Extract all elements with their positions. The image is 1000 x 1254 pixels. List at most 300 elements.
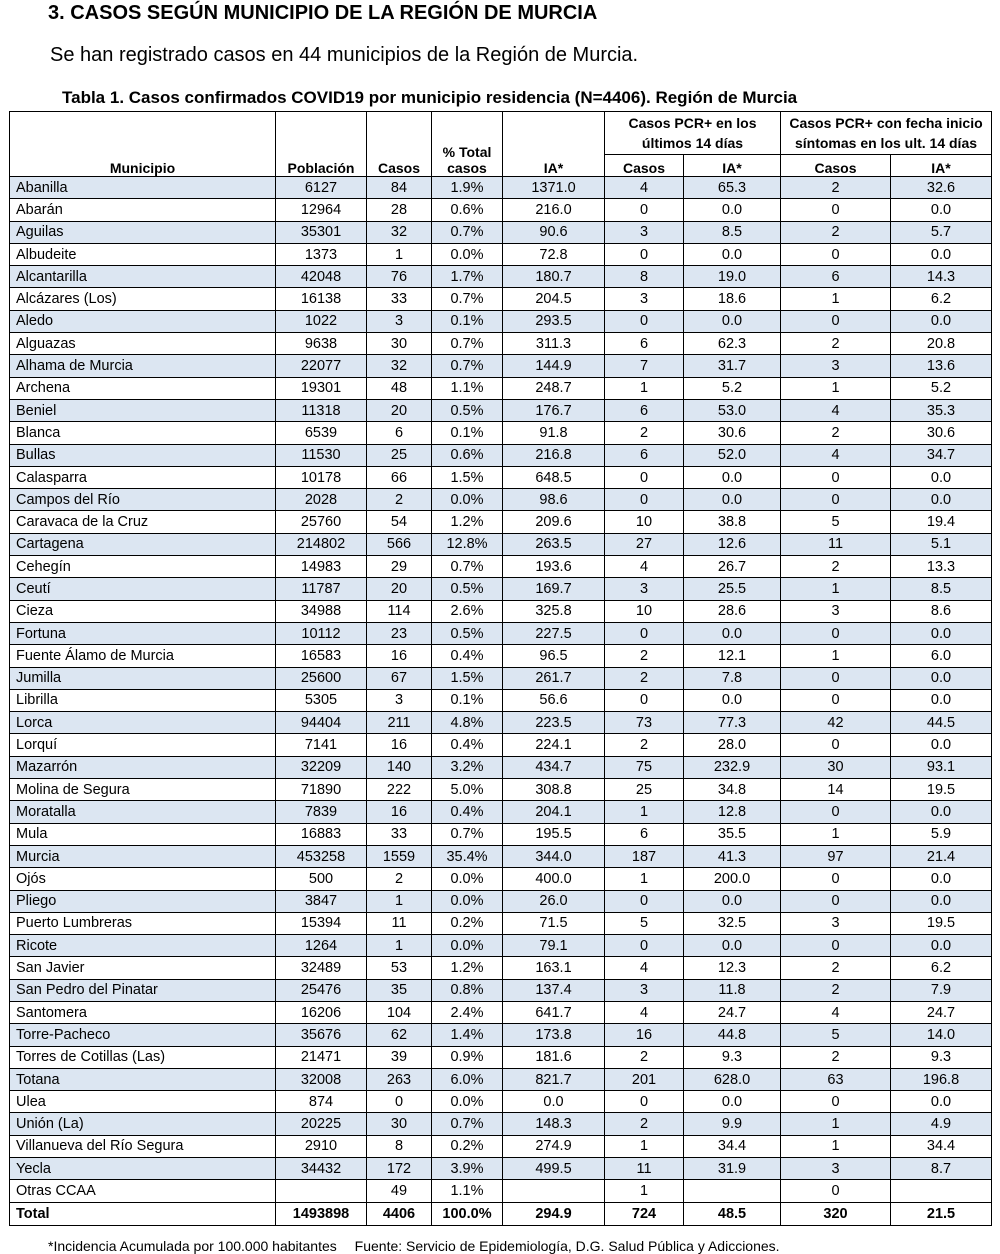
table-cell: 8.5 — [684, 221, 781, 243]
table-cell: 5 — [781, 511, 891, 533]
table-cell: 1 — [605, 1180, 684, 1202]
table-cell: 2 — [781, 556, 891, 578]
col-header-pct-total-line1: % Total — [442, 144, 492, 160]
table-cell: 0 — [605, 243, 684, 265]
table-cell: 76 — [367, 266, 432, 288]
table-cell: 5.0% — [432, 779, 503, 801]
table-cell: 0.7% — [432, 333, 503, 355]
table-cell: 0.0 — [891, 466, 992, 488]
table-row — [10, 890, 992, 912]
table-cell: 3 — [367, 689, 432, 711]
table-cell: 11530 — [276, 444, 367, 466]
table-cell: 5.9 — [891, 823, 992, 845]
table-cell: 11787 — [276, 578, 367, 600]
municipio-cell: Otras CCAA — [10, 1180, 276, 1202]
table-row — [10, 779, 992, 801]
table-cell: 0.6% — [432, 199, 503, 221]
table-cell: 38.8 — [684, 511, 781, 533]
table-cell: 311.3 — [503, 333, 605, 355]
table-cell: 2 — [781, 221, 891, 243]
table-caption: Tabla 1. Casos confirmados COVID19 por municipio residencia (N=4406). Región de Murcia — [62, 88, 798, 107]
table-cell: 0 — [781, 489, 891, 511]
table-cell: 90.6 — [503, 221, 605, 243]
table-cell: 32 — [367, 221, 432, 243]
table-cell: 1 — [367, 890, 432, 912]
table-cell: 7.9 — [891, 979, 992, 1001]
table-cell: 11 — [605, 1158, 684, 1180]
table-row — [10, 935, 992, 957]
table-cell: 169.7 — [503, 578, 605, 600]
table-cell: 3 — [781, 1158, 891, 1180]
table-cell: 13.3 — [891, 556, 992, 578]
table-cell: 25476 — [276, 979, 367, 1001]
table-cell: 0.0 — [891, 890, 992, 912]
table-cell: 274.9 — [503, 1135, 605, 1157]
table-row — [10, 957, 992, 979]
table-cell: 0.0 — [503, 1091, 605, 1113]
table-cell: 34988 — [276, 600, 367, 622]
municipio-cell: Aledo — [10, 310, 276, 332]
table-cell: 19.0 — [684, 266, 781, 288]
table-cell: 196.8 — [891, 1068, 992, 1090]
municipio-cell: Alcázares (Los) — [10, 288, 276, 310]
table-cell: 2.4% — [432, 1001, 503, 1023]
table-cell: 0.0 — [684, 689, 781, 711]
table-cell: 28.0 — [684, 734, 781, 756]
table-cell: 0.0 — [684, 489, 781, 511]
table-row — [10, 578, 992, 600]
group-header-pcr-symptoms-line2: síntomas en los ult. 14 días — [794, 135, 978, 151]
col-header-poblacion: Población — [276, 112, 367, 177]
table-cell: 16206 — [276, 1001, 367, 1023]
table-cell: 10 — [605, 511, 684, 533]
table-row — [10, 355, 992, 377]
table-cell: 16 — [367, 645, 432, 667]
municipio-cell: Moratalla — [10, 801, 276, 823]
col-header-municipio: Municipio — [10, 112, 276, 177]
table-cell: 3.2% — [432, 756, 503, 778]
table-cell: 6539 — [276, 422, 367, 444]
municipio-cell: Alcantarilla — [10, 266, 276, 288]
table-cell: 1.9% — [432, 177, 503, 199]
table-cell: 73 — [605, 712, 684, 734]
table-cell: 7839 — [276, 801, 367, 823]
table-cell: 12.1 — [684, 645, 781, 667]
table-cell: 181.6 — [503, 1046, 605, 1068]
table-cell: 8 — [367, 1135, 432, 1157]
table-cell: 140 — [367, 756, 432, 778]
table-cell: 4 — [605, 556, 684, 578]
table-cell: 25.5 — [684, 578, 781, 600]
table-cell: 5305 — [276, 689, 367, 711]
table-cell: 49 — [367, 1180, 432, 1202]
table-cell: 0.0 — [684, 310, 781, 332]
table-cell: 31.9 — [684, 1158, 781, 1180]
table-cell: 28 — [367, 199, 432, 221]
municipio-cell: Alguazas — [10, 333, 276, 355]
table-row — [10, 1001, 992, 1023]
table-cell: 28.6 — [684, 600, 781, 622]
table-cell: 216.8 — [503, 444, 605, 466]
table-cell: 0 — [605, 622, 684, 644]
table-cell: 20 — [367, 399, 432, 421]
table-cell: 6 — [605, 823, 684, 845]
table-cell: 0.0% — [432, 890, 503, 912]
table-cell: 48 — [367, 377, 432, 399]
table-cell: 0 — [781, 935, 891, 957]
table-cell: 20.8 — [891, 333, 992, 355]
table-cell: 77.3 — [684, 712, 781, 734]
table-cell: 209.6 — [503, 511, 605, 533]
table-row — [10, 399, 992, 421]
table-cell: 0 — [605, 935, 684, 957]
municipio-cell: Bullas — [10, 444, 276, 466]
table-row — [10, 243, 992, 265]
table-cell: 0 — [367, 1091, 432, 1113]
table-cell: 2910 — [276, 1135, 367, 1157]
table-cell: 3 — [781, 355, 891, 377]
table-cell: 2 — [781, 422, 891, 444]
table-cell: 3 — [781, 912, 891, 934]
table-cell: 19.5 — [891, 779, 992, 801]
total-cell: 320 — [781, 1202, 891, 1225]
table-cell: 148.3 — [503, 1113, 605, 1135]
table-cell: 26.7 — [684, 556, 781, 578]
table-cell: 1 — [367, 243, 432, 265]
table-cell: 1 — [781, 645, 891, 667]
total-row — [10, 1202, 992, 1225]
municipio-cell: Albudeite — [10, 243, 276, 265]
municipio-cell: Yecla — [10, 1158, 276, 1180]
subheader-ia-14d: IA* — [684, 155, 781, 177]
total-cell: 1493898 — [276, 1202, 367, 1225]
table-cell: 97 — [781, 845, 891, 867]
table-cell: 0.7% — [432, 221, 503, 243]
table-cell: 32.5 — [684, 912, 781, 934]
table-cell: 1 — [781, 823, 891, 845]
municipio-cell: Torres de Cotillas (Las) — [10, 1046, 276, 1068]
table-cell: 0.0 — [684, 199, 781, 221]
table-cell: 1.4% — [432, 1024, 503, 1046]
table-cell: 224.1 — [503, 734, 605, 756]
table-cell: 35.3 — [891, 399, 992, 421]
table-cell: 2 — [781, 177, 891, 199]
table-cell: 62.3 — [684, 333, 781, 355]
table-cell: 16583 — [276, 645, 367, 667]
table-cell: 12.8% — [432, 533, 503, 555]
table-cell: 53.0 — [684, 399, 781, 421]
table-row — [10, 310, 992, 332]
table-cell: 79.1 — [503, 935, 605, 957]
table-cell: 32209 — [276, 756, 367, 778]
municipio-cell: Ojós — [10, 868, 276, 890]
total-cell: 100.0% — [432, 1202, 503, 1225]
municipio-cell: Mazarrón — [10, 756, 276, 778]
table-cell: 1371.0 — [503, 177, 605, 199]
table-row — [10, 912, 992, 934]
table-cell: 4 — [781, 444, 891, 466]
table-cell: 0 — [781, 243, 891, 265]
table-row — [10, 823, 992, 845]
table-cell: 1.2% — [432, 957, 503, 979]
table-row — [10, 756, 992, 778]
intro-text: Se han registrado casos en 44 municipios de la Región de Murcia. — [50, 44, 639, 66]
table-cell: 0.7% — [432, 288, 503, 310]
table-cell: 0.7% — [432, 355, 503, 377]
table-cell: 0.0 — [684, 1091, 781, 1113]
table-cell: 104 — [367, 1001, 432, 1023]
municipio-cell: Fuente Álamo de Murcia — [10, 645, 276, 667]
table-cell: 222 — [367, 779, 432, 801]
table-cell: 1559 — [367, 845, 432, 867]
table-cell: 214802 — [276, 533, 367, 555]
table-cell: 56.6 — [503, 689, 605, 711]
table-cell: 2 — [781, 957, 891, 979]
table-cell: 7 — [605, 355, 684, 377]
table-cell: 0.0 — [891, 801, 992, 823]
table-cell: 172 — [367, 1158, 432, 1180]
table-cell: 21471 — [276, 1046, 367, 1068]
table-cell: 30 — [781, 756, 891, 778]
table-cell: 42048 — [276, 266, 367, 288]
table-cell: 42 — [781, 712, 891, 734]
table-cell: 34.4 — [891, 1135, 992, 1157]
table-cell: 2 — [605, 1046, 684, 1068]
table-cell: 5 — [781, 1024, 891, 1046]
table-cell: 201 — [605, 1068, 684, 1090]
table-cell: 874 — [276, 1091, 367, 1113]
table-cell: 0.0 — [891, 667, 992, 689]
table-cell: 0.5% — [432, 578, 503, 600]
table-row — [10, 868, 992, 890]
table-cell: 31.7 — [684, 355, 781, 377]
table-cell: 32.6 — [891, 177, 992, 199]
table-row — [10, 511, 992, 533]
table-cell: 14983 — [276, 556, 367, 578]
table-cell: 200.0 — [684, 868, 781, 890]
table-cell: 163.1 — [503, 957, 605, 979]
table-cell: 52.0 — [684, 444, 781, 466]
table-cell: 93.1 — [891, 756, 992, 778]
municipio-cell: San Pedro del Pinatar — [10, 979, 276, 1001]
table-cell: 22077 — [276, 355, 367, 377]
municipio-cell: Puerto Lumbreras — [10, 912, 276, 934]
table-cell: 0.4% — [432, 734, 503, 756]
table-cell: 0 — [781, 466, 891, 488]
table-row — [10, 422, 992, 444]
total-cell: 21.5 — [891, 1202, 992, 1225]
group-header-pcr-14d-line1: Casos PCR+ en los — [628, 115, 757, 131]
table-cell: 0.0 — [891, 935, 992, 957]
table-cell: 44.5 — [891, 712, 992, 734]
group-header-pcr-14d — [605, 112, 781, 155]
table-cell: 6 — [605, 399, 684, 421]
table-cell: 0.6% — [432, 444, 503, 466]
table-cell: 4 — [605, 177, 684, 199]
cases-table — [9, 111, 992, 1226]
table-cell: 0 — [781, 199, 891, 221]
table-cell: 3 — [605, 221, 684, 243]
subheader-casos-symptoms: Casos — [781, 155, 891, 177]
table-cell: 16138 — [276, 288, 367, 310]
municipio-cell: Cehegín — [10, 556, 276, 578]
table-cell — [684, 1180, 781, 1202]
total-cell: 724 — [605, 1202, 684, 1225]
table-cell: 16 — [367, 801, 432, 823]
table-cell: 500 — [276, 868, 367, 890]
table-cell: 2 — [605, 667, 684, 689]
municipio-cell: Ceutí — [10, 578, 276, 600]
table-cell: 2 — [781, 333, 891, 355]
table-cell: 41.3 — [684, 845, 781, 867]
table-cell: 3.9% — [432, 1158, 503, 1180]
table-cell: 11 — [781, 533, 891, 555]
table-cell: 14.3 — [891, 266, 992, 288]
table-cell: 16883 — [276, 823, 367, 845]
table-cell: 628.0 — [684, 1068, 781, 1090]
table-cell: 1264 — [276, 935, 367, 957]
table-cell: 0.0 — [684, 890, 781, 912]
table-cell: 72.8 — [503, 243, 605, 265]
table-cell: 0.0 — [684, 935, 781, 957]
table-row — [10, 1180, 992, 1202]
table-cell: 1 — [605, 1135, 684, 1157]
table-row — [10, 466, 992, 488]
table-cell: 0 — [781, 1091, 891, 1113]
table-row — [10, 556, 992, 578]
municipio-cell: Archena — [10, 377, 276, 399]
table-row — [10, 667, 992, 689]
col-header-pct-total-line2: casos — [447, 160, 487, 176]
table-cell: 30 — [367, 1113, 432, 1135]
table-cell: 12964 — [276, 199, 367, 221]
table-cell: 75 — [605, 756, 684, 778]
table-cell: 2 — [605, 734, 684, 756]
footnote-incidence: *Incidencia Acumulada por 100.000 habitantes — [48, 1238, 337, 1254]
municipio-cell: Villanueva del Río Segura — [10, 1135, 276, 1157]
table-cell: 10112 — [276, 622, 367, 644]
table-cell: 0.0 — [684, 466, 781, 488]
table-cell: 566 — [367, 533, 432, 555]
table-cell: 0.0 — [891, 489, 992, 511]
table-cell: 33 — [367, 823, 432, 845]
table-cell: 2.6% — [432, 600, 503, 622]
table-cell: 24.7 — [684, 1001, 781, 1023]
table-cell: 30.6 — [891, 422, 992, 444]
table-cell: 4 — [605, 957, 684, 979]
table-cell: 0 — [781, 734, 891, 756]
municipio-cell: Calasparra — [10, 466, 276, 488]
table-cell: 3 — [781, 600, 891, 622]
table-cell: 25600 — [276, 667, 367, 689]
table-cell: 2 — [367, 868, 432, 890]
footnote-source: Fuente: Servicio de Epidemiología, D.G. Salud Pública y Adicciones. — [354, 1238, 780, 1254]
table-cell: 1.7% — [432, 266, 503, 288]
municipio-cell: Jumilla — [10, 667, 276, 689]
table-cell: 0.0 — [891, 734, 992, 756]
table-cell: 63 — [781, 1068, 891, 1090]
table-cell: 0 — [605, 466, 684, 488]
table-row — [10, 1068, 992, 1090]
table-cell: 0.0% — [432, 243, 503, 265]
table-cell: 8.6 — [891, 600, 992, 622]
table-cell: 2 — [605, 645, 684, 667]
table-row — [10, 377, 992, 399]
municipio-cell: Abarán — [10, 199, 276, 221]
table-row — [10, 622, 992, 644]
table-cell: 1 — [605, 801, 684, 823]
col-header-ia: IA* — [503, 112, 605, 177]
table-cell: 26.0 — [503, 890, 605, 912]
table-cell: 35.4% — [432, 845, 503, 867]
table-cell: 19301 — [276, 377, 367, 399]
municipio-cell: Lorca — [10, 712, 276, 734]
col-header-casos: Casos — [367, 112, 432, 177]
table-cell: 84 — [367, 177, 432, 199]
municipio-cell: Caravaca de la Cruz — [10, 511, 276, 533]
table-cell: 54 — [367, 511, 432, 533]
table-cell: 2 — [781, 979, 891, 1001]
table-cell: 0.1% — [432, 422, 503, 444]
table-cell: 261.7 — [503, 667, 605, 689]
table-cell: 23 — [367, 622, 432, 644]
table-row — [10, 689, 992, 711]
table-cell: 6127 — [276, 177, 367, 199]
table-cell: 1 — [605, 377, 684, 399]
table-cell: 3847 — [276, 890, 367, 912]
table-cell: 1 — [781, 377, 891, 399]
table-row — [10, 221, 992, 243]
table-cell: 1 — [367, 935, 432, 957]
table-cell: 0 — [781, 310, 891, 332]
table-cell: 0.0 — [891, 310, 992, 332]
municipio-cell: Murcia — [10, 845, 276, 867]
table-row — [10, 1091, 992, 1113]
table-cell: 204.5 — [503, 288, 605, 310]
table-cell: 308.8 — [503, 779, 605, 801]
table-cell: 2 — [605, 1113, 684, 1135]
table-cell: 4 — [605, 1001, 684, 1023]
table-cell: 34432 — [276, 1158, 367, 1180]
table-cell: 325.8 — [503, 600, 605, 622]
table-cell: 0.5% — [432, 622, 503, 644]
table-cell: 6 — [605, 333, 684, 355]
table-cell: 648.5 — [503, 466, 605, 488]
table-cell: 10 — [605, 600, 684, 622]
table-cell: 98.6 — [503, 489, 605, 511]
table-cell: 11318 — [276, 399, 367, 421]
table-cell: 344.0 — [503, 845, 605, 867]
table-row — [10, 845, 992, 867]
group-header-pcr-14d-line2: últimos 14 días — [641, 135, 744, 151]
subheader-ia-symptoms: IA* — [891, 155, 992, 177]
table-cell: 137.4 — [503, 979, 605, 1001]
table-cell: 1.1% — [432, 1180, 503, 1202]
table-cell: 248.7 — [503, 377, 605, 399]
table-cell: 5.2 — [684, 377, 781, 399]
table-cell: 16 — [367, 734, 432, 756]
table-cell: 32489 — [276, 957, 367, 979]
table-cell — [276, 1180, 367, 1202]
table-cell: 9.9 — [684, 1113, 781, 1135]
table-cell: 263 — [367, 1068, 432, 1090]
col-header-pct-total — [432, 112, 503, 177]
table-cell: 33 — [367, 288, 432, 310]
table-cell: 32008 — [276, 1068, 367, 1090]
table-cell: 18.6 — [684, 288, 781, 310]
table-row — [10, 266, 992, 288]
group-header-pcr-symptoms-line1: Casos PCR+ con fecha inicio — [789, 115, 983, 131]
